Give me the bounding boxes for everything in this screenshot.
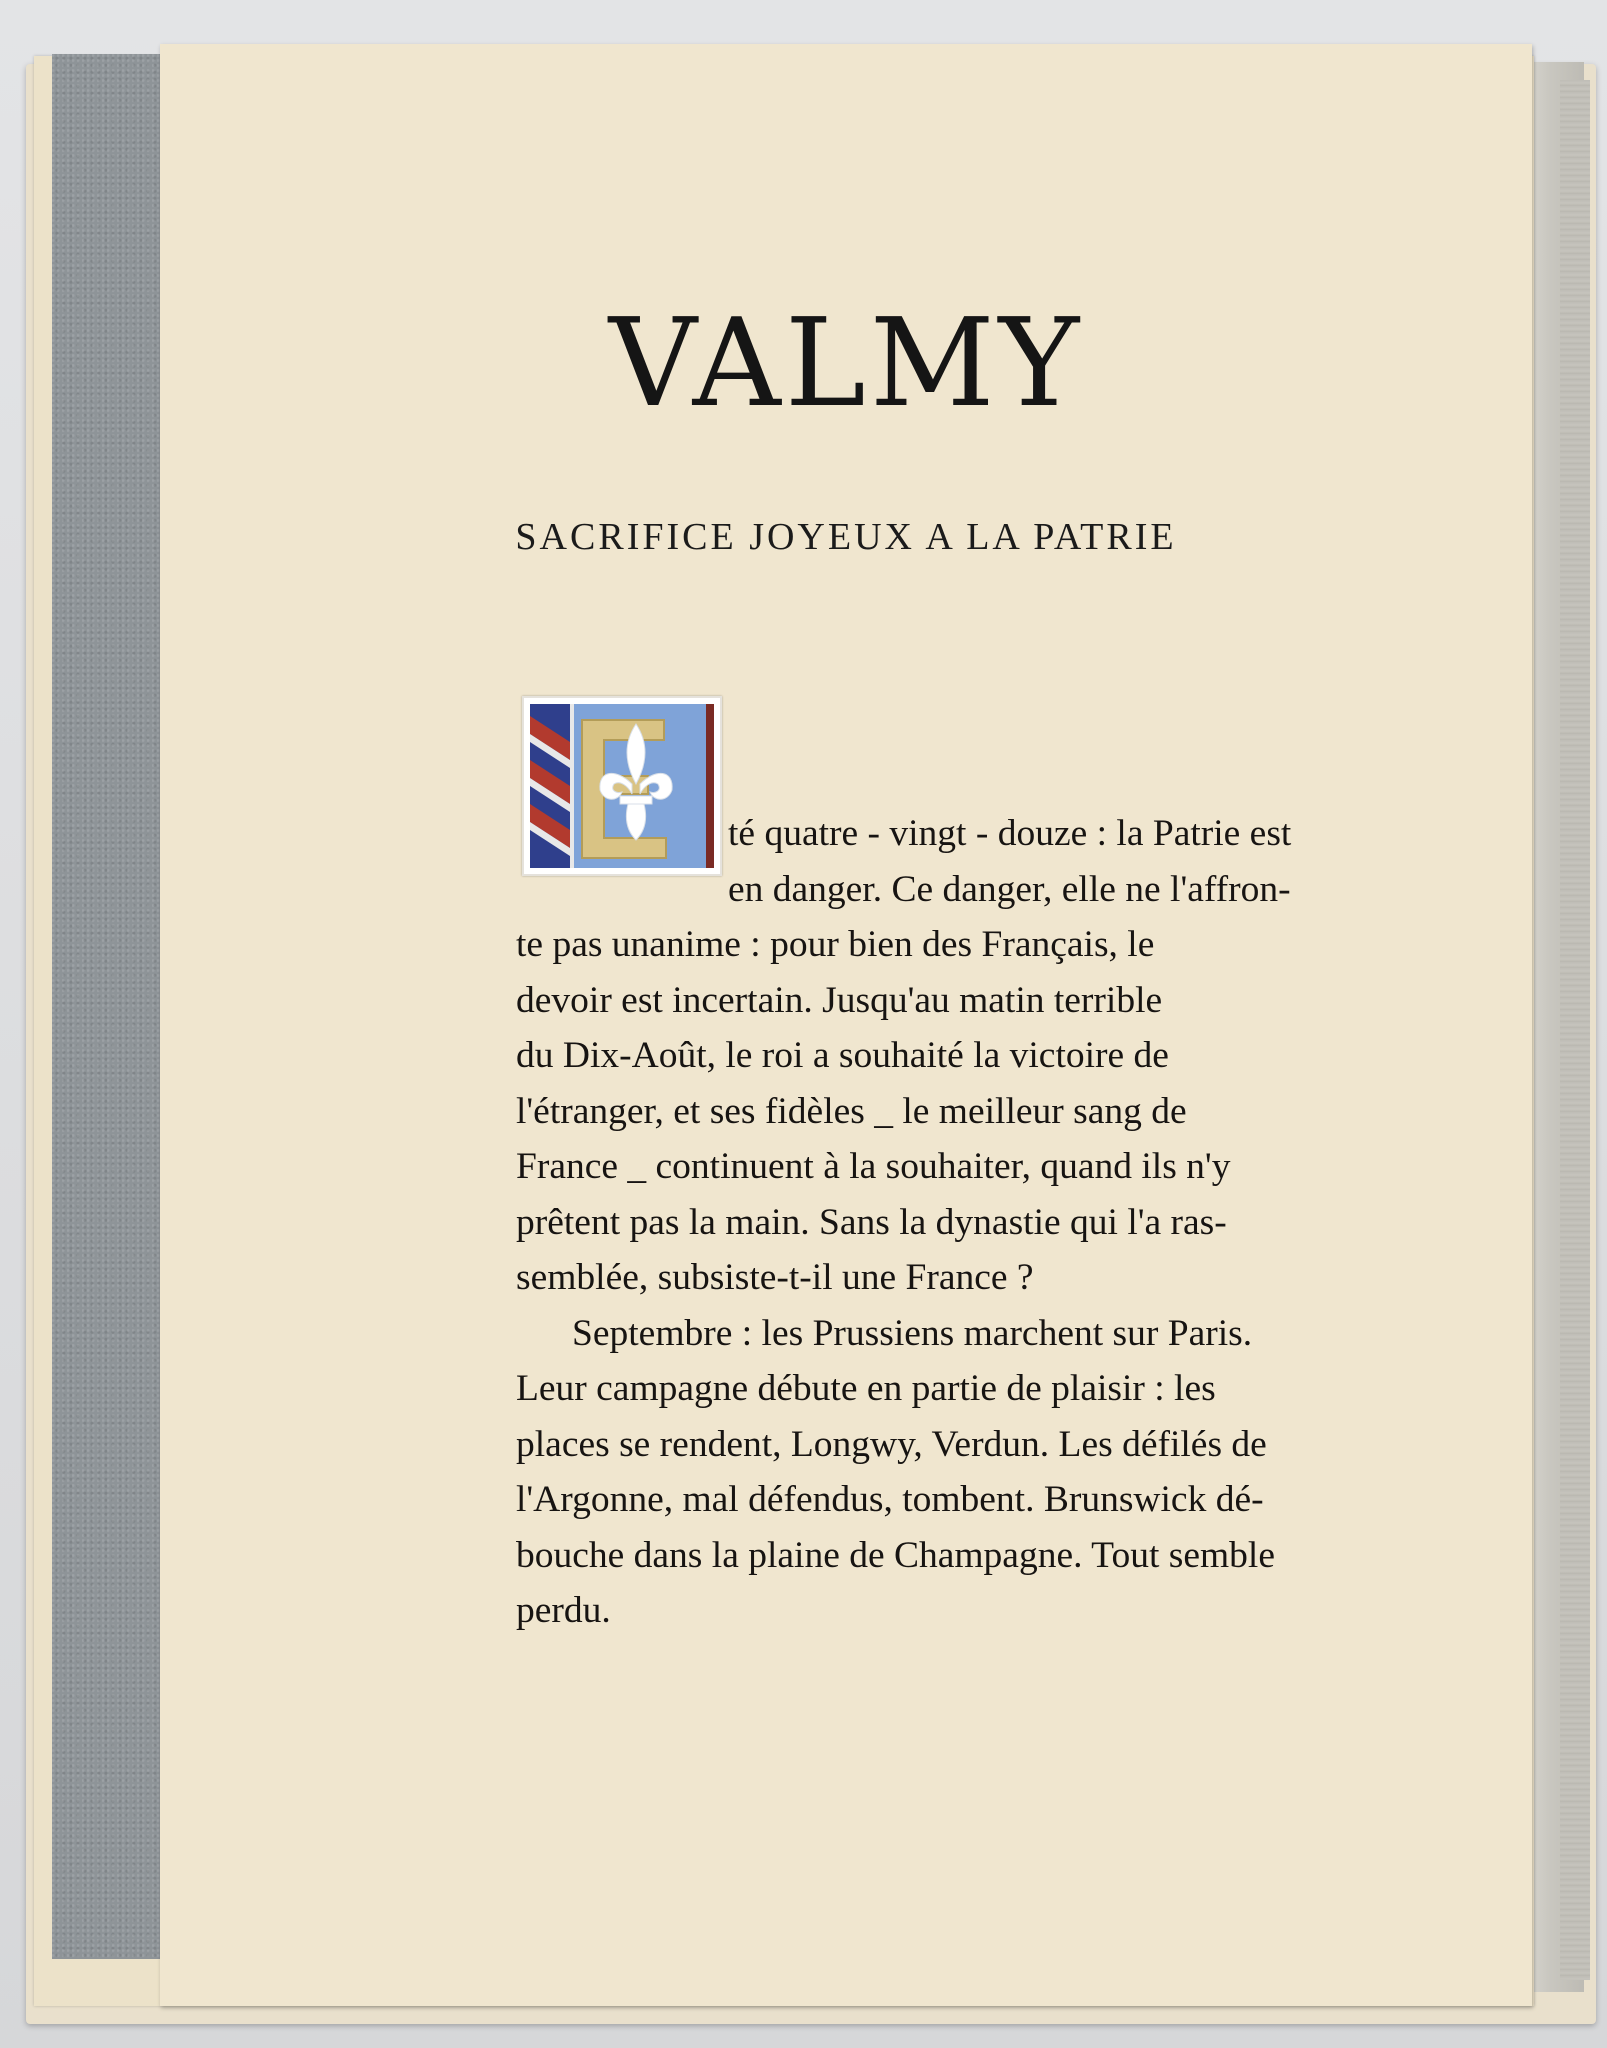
paragraph-1 xyxy=(516,806,1346,1306)
text-line: places se rendent, Longwy, Verdun. Les défilés de xyxy=(516,1423,1267,1465)
text-line: semblée, subsiste-t-il une France ? xyxy=(516,1257,1034,1298)
text-line: prêtent pas la main. Sans la dynastie qui l'a ras- xyxy=(516,1201,1227,1243)
text-line: devoir est incertain. Jusqu'au matin terrible xyxy=(516,979,1163,1021)
text-line: du Dix-Août, le roi a souhaité la victoire de xyxy=(516,1035,1169,1076)
text-line: té quatre - vingt - douze : la Patrie est xyxy=(728,813,1292,854)
book-page xyxy=(160,44,1532,2006)
text-line: en danger. Ce danger, elle ne l'affron- xyxy=(728,868,1291,910)
text-line: France _ continuent à la souhaiter, quand ils n'y xyxy=(516,1146,1231,1187)
page-title: VALMY xyxy=(608,292,1084,434)
text-line: te pas unanime : pour bien des Français, le xyxy=(516,924,1155,965)
paragraph-2 xyxy=(516,1306,1346,1639)
text-line: l'étranger, et ses fidèles _ le meilleur sang de xyxy=(516,1090,1187,1132)
text-line: Septembre : les Prussiens marchent sur Paris. xyxy=(572,1312,1253,1354)
page-subtitle: SACRIFICE JOYEUX A LA PATRIE xyxy=(515,516,1177,558)
text-line: bouche dans la plaine de Champagne. Tout semble xyxy=(516,1534,1275,1576)
text-line: Leur campagne débute en partie de plaisir : les xyxy=(516,1368,1216,1409)
text-line: l'Argonne, mal défendus, tombent. Brunswick dé- xyxy=(516,1479,1264,1520)
folder-binding-cloth xyxy=(1560,80,1590,1980)
text-line: perdu. xyxy=(516,1590,611,1631)
body-text xyxy=(516,806,1346,1639)
